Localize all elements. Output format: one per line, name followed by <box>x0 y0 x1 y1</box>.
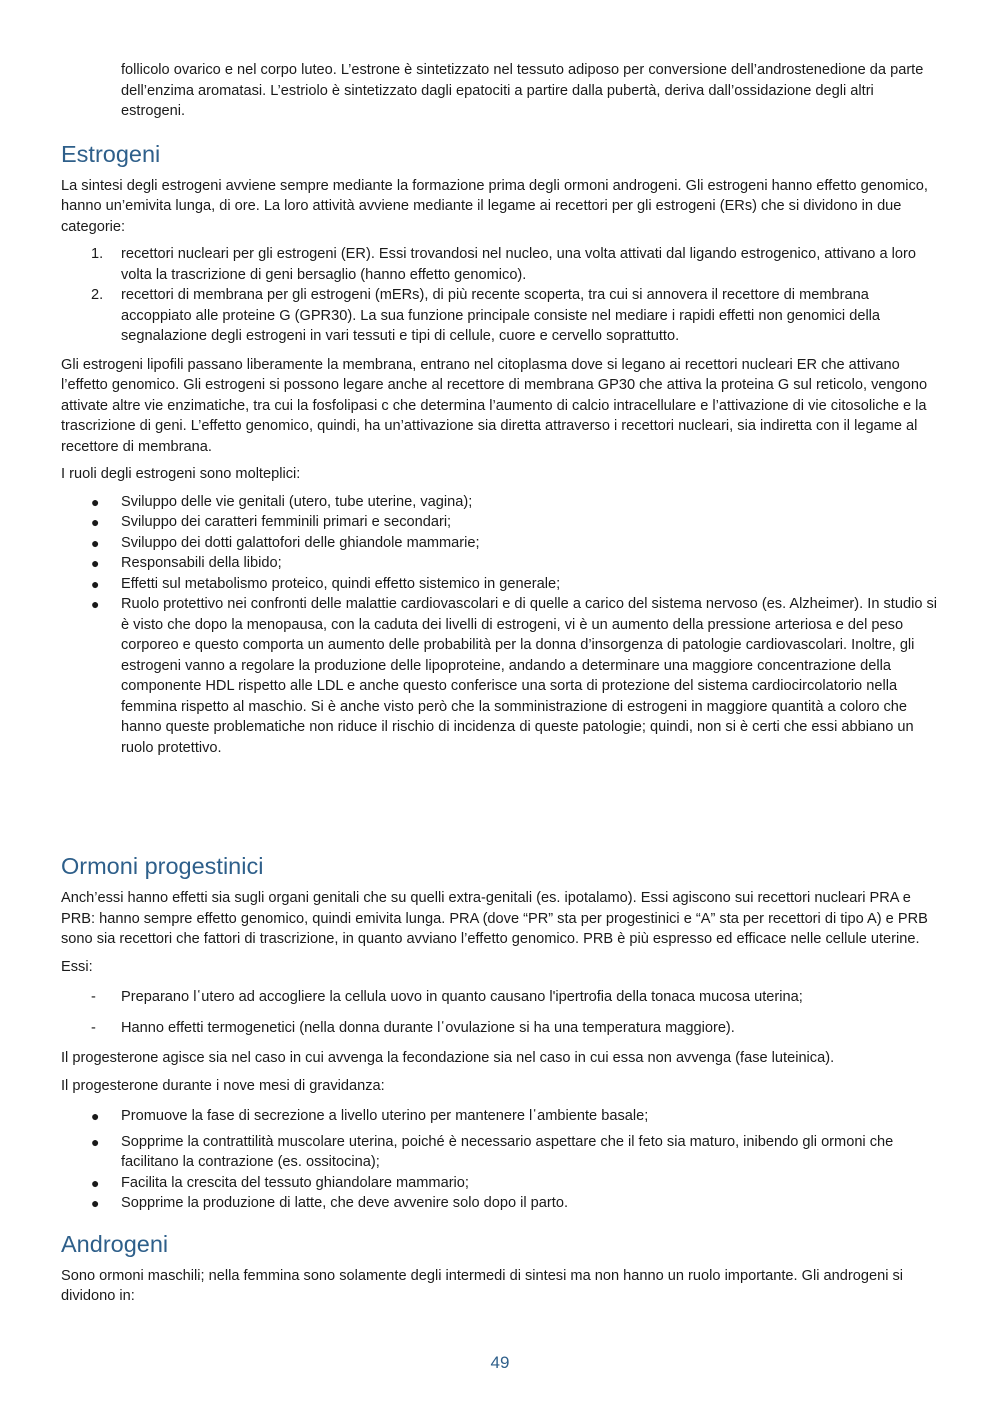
receptor-item <box>61 244 941 285</box>
list-item <box>61 987 941 1008</box>
pregnancy-roles-list <box>61 1106 941 1214</box>
estrogen-roles-list <box>61 492 941 759</box>
list-item-text: Responsabili della libido; <box>121 555 282 571</box>
intro-paragraph: follicolo ovarico e nel corpo luteo. L’estrone è sintetizzato nel tessuto adiposo per conversione dell’androstenedione da parte dell’enzima aromatasi. L’estriolo è sintetizzato dagli epatociti a partire dalla pubertà, deriva dall’ossidazione degli altri estrogeni. <box>121 62 924 119</box>
estrogeni-paragraph-2: Gli estrogeni lipofili passano liberamente la membrana, entrano nel citoplasma dove si legano ai recettori nucleari ER che attivano l’effetto genomico. Gli estrogeni si possono legare anche al recettore di membrana GP30 che attiva la proteina G sul reticolo, vengono attivate altre vie enzimatiche, tra cui la fosfolipasi c che determina l’aumento di calcio intracellulare e l’attivazione di vie citosoliche e la trascrizione di geni. L’effetto genomico, quindi, ha un’attivazione sia diretta attraverso i recettori nucleari, sia indiretta con il legame al recettore di membrana. <box>61 356 928 455</box>
list-item <box>61 594 941 758</box>
essi-label: Essi: <box>61 958 93 975</box>
list-item-text: Sviluppo dei caratteri femminili primari e secondari; <box>121 514 452 530</box>
progestinici-paragraph-2: Il progesterone agisce sia nel caso in cui avvenga la fecondazione sia nel caso in cui essa non avvenga (fase luteinica). <box>61 1050 835 1066</box>
page-number: 49 <box>490 1353 510 1372</box>
section-spacer <box>61 766 941 852</box>
list-item <box>61 533 941 554</box>
bullet-icon: ● <box>91 493 100 510</box>
bullet-icon: ● <box>91 1174 100 1191</box>
pregnancy-intro: Il progesterone durante i nove mesi di gravidanza: <box>61 1077 385 1094</box>
progestinici-heading: Ormoni progestinici <box>61 853 264 879</box>
list-item <box>61 1018 941 1039</box>
list-item-text: Sviluppo delle vie genitali (utero, tube uterine, vagina); <box>121 493 473 510</box>
list-item-text: Facilita la crescita del tessuto ghiandolare mammario; <box>121 1174 469 1191</box>
androgeni-heading: Androgeni <box>61 1230 169 1257</box>
receptor-list <box>61 244 941 347</box>
roles-intro: I ruoli degli estrogeni sono molteplici: <box>61 466 301 482</box>
bullet-icon: ● <box>91 534 100 551</box>
progestin-effects-list <box>61 987 941 1038</box>
list-item <box>61 553 941 574</box>
bullet-icon: ● <box>91 1108 100 1124</box>
list-item-text: Hanno effetti termogenetici (nella donna durante l῾ovulazione si ha una temperatura maggiore). <box>121 1019 735 1036</box>
receptor-text: recettori nucleari per gli estrogeni (ER). Essi trovandosi nel nucleo, una volta attivati dal ligando estrogenico, attivano a loro volta la trascrizione di geni bersaglio (hanno effetto genomico). <box>121 246 916 283</box>
list-item <box>61 1106 941 1127</box>
list-item <box>61 574 941 595</box>
estrogeni-paragraph-1: La sintesi degli estrogeni avviene sempre mediante la formazione prima degli ormoni androgeni. Gli estrogeni hanno effetto genomico, hanno un’emivita lunga, di ore. La loro attività avviene mediante il legame ai recettori per gli estrogeni (ERs) che si dividono in due categorie: <box>61 177 928 235</box>
list-item-text: Sviluppo dei dotti galattofori delle ghiandole mammarie; <box>121 534 480 551</box>
receptor-item <box>61 285 941 347</box>
bullet-icon: ● <box>91 575 100 592</box>
dash-icon: - <box>91 989 96 1005</box>
bullet-icon: ● <box>91 1133 100 1150</box>
bullet-icon: ● <box>91 1195 100 1211</box>
bullet-icon: ● <box>91 555 100 571</box>
list-item <box>61 1132 941 1173</box>
list-item-text: Effetti sul metabolismo proteico, quindi effetto sistemico in generale; <box>121 575 561 592</box>
dash-icon: - <box>91 1019 96 1036</box>
progestinici-paragraph-1: Anch’essi hanno effetti sia sugli organi genitali che su quelli extra-genitali (es. ipotalamo). Essi agiscono sui recettori nucleari PRA e PRB: hanno sempre effetto genomico, quindi emivita lunga. PRA (dove “PR” sta per progestinici e “A” sta per recettori di tipo A) e PRB sono sia recettori che fattori di trascrizione, in quanto avviano l’effetto genomico. PRB è più espresso ed efficace nelle cellule uterine. <box>61 890 928 947</box>
list-item-text: Ruolo protettivo nei confronti delle malattie cardiovascolari e di quelle a carico del sistema nervoso (es. Alzheimer). In studio si è visto che dopo la menopausa, con la caduta dei livelli di estrogeni, vi è un aumento della pressione arteriosa e del peso corporeo e questo comporta un aumento delle probabilità per la donna d’insorgenza di patologie cardiovascolari. Inoltre, gli estrogeni vanno a regolare la produzione delle lipoproteine, andando a determinare una maggiore concentrazione della componente HDL rispetto alle LDL e anche questo conferisce una sorta di protezione del sistema cardiocircolatorio nella femmina rispetto al maschio. Si è anche visto però che la somministrazione di estrogeni in maggiore quantità a coloro che hanno queste problematiche non riduce il rischio di incidenza di queste patologie; quindi, non si è certi che essi abbiano un ruolo protettivo. <box>121 596 938 756</box>
list-item-text: Sopprime la produzione di latte, che deve avvenire solo dopo il parto. <box>121 1195 569 1211</box>
page-content <box>61 60 941 1314</box>
list-item-text: Preparano l῾utero ad accogliere la cellula uovo in quanto causano l'ipertrofia della tonaca mucosa uterina; <box>121 989 803 1005</box>
list-item-text: Sopprime la contrattilità muscolare uterina, poiché è necessario aspettare che il feto sia maturo, inibendo gli ormoni che facilitano la contrazione (es. ossitocina); <box>121 1133 894 1170</box>
list-item <box>61 512 941 533</box>
list-number: 2. <box>91 287 104 303</box>
list-item <box>61 1173 941 1194</box>
list-number: 1. <box>91 246 104 262</box>
bullet-icon: ● <box>91 514 100 530</box>
bullet-icon: ● <box>91 596 100 612</box>
list-item <box>61 492 941 513</box>
list-item-text: Promuove la fase di secrezione a livello uterino per mantenere l῾ambiente basale; <box>121 1108 649 1124</box>
list-item <box>61 1193 941 1214</box>
receptor-text: recettori di membrana per gli estrogeni (mERs), di più recente scoperta, tra cui si annovera il recettore di membrana accoppiato alle proteine G (GPR30). La sua funzione principale consiste nel mediare i rapidi effetti non genomici della segnalazione degli estrogeni in vari tessuti e tipi di cellule, cuore e cervello soprattutto. <box>121 287 881 344</box>
estrogeni-heading: Estrogeni <box>61 140 161 167</box>
androgeni-paragraph-1: Sono ormoni maschili; nella femmina sono solamente degli intermedi di sintesi ma non hanno un ruolo importante. Gli androgeni si dividono in: <box>61 1267 904 1304</box>
